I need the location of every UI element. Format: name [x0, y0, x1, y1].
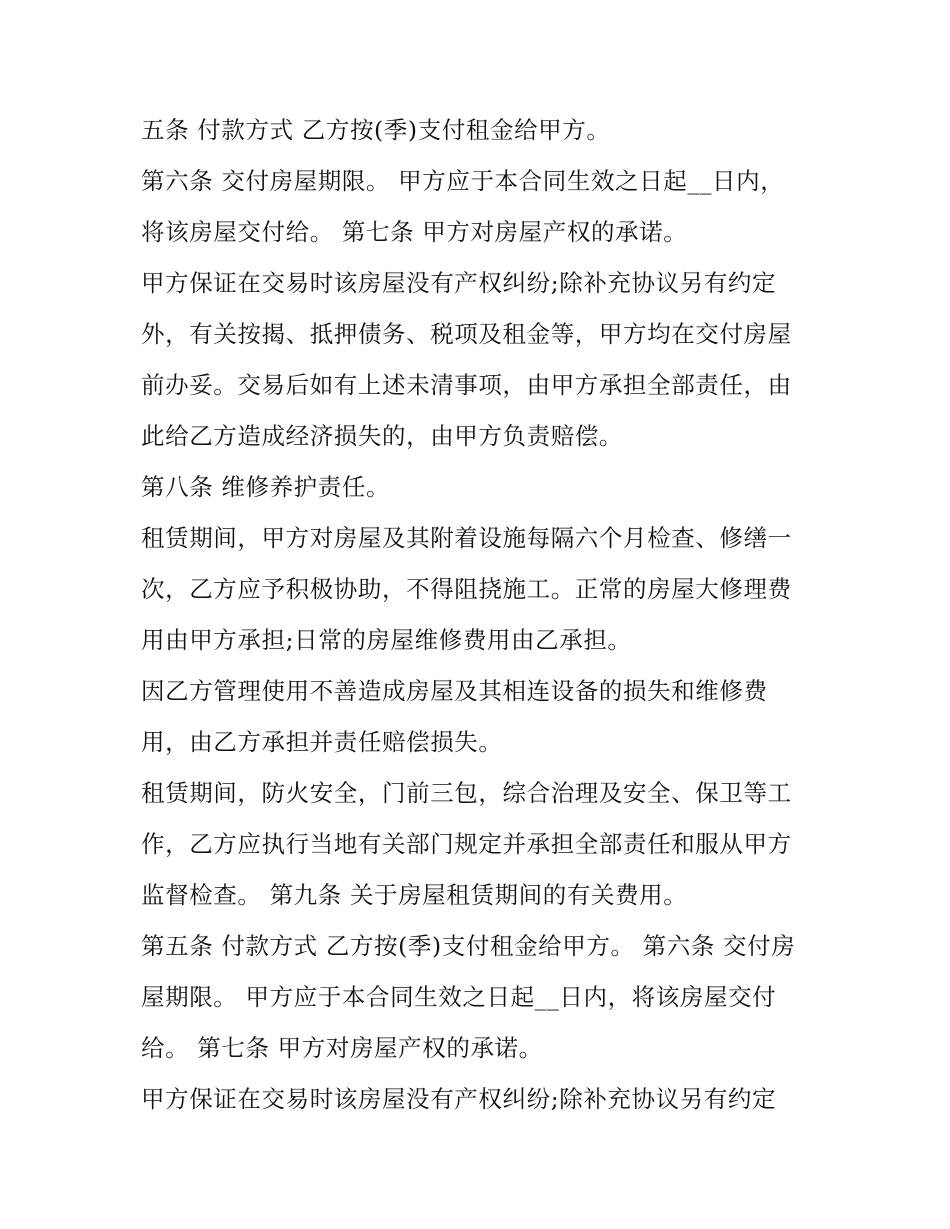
text-line: 租赁期间，甲方对房屋及其附着设施每隔六个月检查、修缮一 — [141, 524, 792, 552]
document-body — [141, 108, 813, 1128]
text-line: 第八条 维修养护责任。 — [141, 473, 391, 501]
text-line: 甲方保证在交易时该房屋没有产权纠纷;除补充协议另有约定 — [141, 1085, 777, 1113]
text-line: 将该房屋交付给。 第七条 甲方对房屋产权的承诺。 — [141, 218, 688, 246]
text-line: 第六条 交付房屋期限。 甲方应于本合同生效之日起__日内， — [141, 167, 785, 195]
text-line: 次，乙方应予积极协助，不得阻挠施工。正常的房屋大修理费 — [141, 575, 792, 603]
text-line: 用由甲方承担;日常的房屋维修费用由乙承担。 — [141, 626, 632, 654]
text-line: 给。 第七条 甲方对房屋产权的承诺。 — [141, 1034, 543, 1062]
text-line: 用，由乙方承担并责任赔偿损失。 — [141, 728, 503, 756]
text-line: 甲方保证在交易时该房屋没有产权纠纷;除补充协议另有约定 — [141, 269, 777, 297]
text-line: 外，有关按揭、抵押债务、税项及租金等，甲方均在交付房屋 — [141, 320, 792, 348]
text-line: 此给乙方造成经济损失的，由甲方负责赔偿。 — [141, 422, 623, 450]
text-line: 监督检查。 第九条 关于房屋租赁期间的有关费用。 — [141, 881, 688, 909]
text-line: 因乙方管理使用不善造成房屋及其相连设备的损失和维修费 — [141, 677, 768, 705]
text-line: 屋期限。 甲方应于本合同生效之日起__日内，将该房屋交付 — [141, 983, 777, 1011]
text-line: 作，乙方应执行当地有关部门规定并承担全部责任和服从甲方 — [141, 830, 792, 858]
text-line: 五条 付款方式 乙方按(季)支付租金给甲方。 — [141, 116, 611, 144]
text-line: 租赁期间，防火安全，门前三包，综合治理及安全、保卫等工 — [141, 779, 792, 807]
text-line: 前办妥。交易后如有上述未清事项，由甲方承担全部责任，由 — [141, 371, 792, 399]
text-line: 第五条 付款方式 乙方按(季)支付租金给甲方。 第六条 交付房 — [141, 932, 796, 960]
